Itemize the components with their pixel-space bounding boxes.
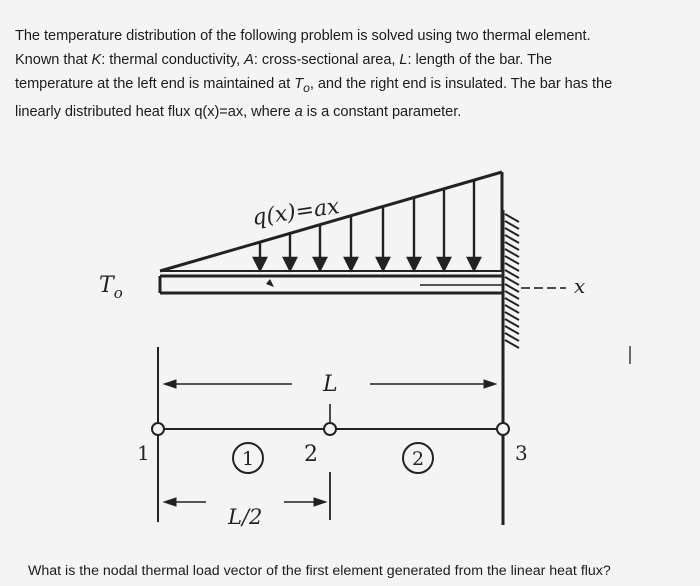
heat-flux-distribution xyxy=(160,172,502,271)
wall-hatch xyxy=(505,298,519,306)
wall-hatch xyxy=(505,291,519,299)
symbol-t: T xyxy=(294,76,304,92)
wall-hatch xyxy=(505,319,519,327)
finite-element-mesh xyxy=(152,404,509,435)
problem-text: Known that xyxy=(15,52,92,68)
symbol-a-area: A xyxy=(244,52,254,68)
load-arrowhead xyxy=(408,258,420,270)
element-2-label: 2 xyxy=(411,448,425,470)
problem-text: is a constant parameter. xyxy=(302,103,462,120)
symbol-a-param: a xyxy=(294,103,303,120)
left-temperature-subscript: o xyxy=(113,284,123,302)
node-2-marker xyxy=(324,423,336,435)
load-arrowhead xyxy=(468,258,480,270)
load-arrowhead xyxy=(438,258,450,270)
half-length-arrowhead-right xyxy=(314,498,326,506)
load-arrowhead xyxy=(377,258,389,270)
wall-hatch xyxy=(505,263,519,271)
wall-hatch xyxy=(505,270,519,278)
node-2-label: 2 xyxy=(304,442,318,467)
wall-hatch xyxy=(505,235,519,243)
problem-line-1 xyxy=(15,24,687,48)
heat-flux-label: q(x)=ax xyxy=(250,194,342,231)
problem-text: The temperature distribution of the following problem is solved using two thermal element. xyxy=(15,28,591,44)
symbol-k: K xyxy=(91,52,102,68)
half-length-label: L/2 xyxy=(228,505,263,529)
left-temperature-symbol: T xyxy=(99,273,114,298)
load-arrowhead xyxy=(284,258,296,270)
length-arrowhead-right xyxy=(484,380,496,388)
wall-hatch xyxy=(505,305,519,313)
wall-hatch xyxy=(505,312,519,320)
stray-mark-glyph: | xyxy=(0,0,1,1)
stray-arrow-mark xyxy=(266,279,274,287)
symbol-l: L xyxy=(399,52,408,68)
node-3-label: 3 xyxy=(515,441,528,465)
question-text: What is the nodal thermal load vector of the first element generated from the linear heat flux? xyxy=(28,563,611,579)
wall-hatch xyxy=(505,228,519,236)
problem-text: temperature at the left end is maintained at xyxy=(15,76,295,92)
node-1-marker xyxy=(152,423,164,435)
wall-hatch xyxy=(505,214,519,222)
wall-hatch xyxy=(505,284,519,292)
wall-hatch xyxy=(505,256,519,264)
wall-hatch xyxy=(505,340,519,348)
wall-hatch xyxy=(505,221,519,229)
half-length-arrowhead-left xyxy=(164,498,176,506)
problem-text: : thermal conductivity, xyxy=(101,52,245,68)
insulated-wall xyxy=(503,210,519,525)
node-3-marker xyxy=(497,423,509,435)
wall-hatch xyxy=(505,326,519,334)
wall-hatch xyxy=(505,277,519,285)
load-arrowhead xyxy=(254,258,266,270)
problem-text: : length of the bar. The xyxy=(407,52,553,68)
load-arrowhead xyxy=(314,258,326,270)
problem-line-3 xyxy=(15,72,687,100)
problem-statement xyxy=(15,24,687,124)
length-label: L xyxy=(323,372,338,397)
wall-hatch xyxy=(505,249,519,257)
problem-text: linearly distributed heat flux q(x)=ax, where xyxy=(15,103,295,120)
left-temperature-label xyxy=(99,273,123,302)
problem-text: : cross-sectional area, xyxy=(253,52,400,68)
bar xyxy=(160,276,504,293)
element-1-label: 1 xyxy=(241,448,255,470)
problem-text: , and the right end is insulated. The bar has the xyxy=(309,76,613,92)
wall-hatch xyxy=(505,333,519,341)
node-1-label: 1 xyxy=(137,441,150,465)
length-arrowhead-left xyxy=(164,380,176,388)
problem-line-4 xyxy=(15,100,687,124)
wall-hatch xyxy=(505,242,519,250)
problem-line-2 xyxy=(15,48,687,72)
x-axis-label: x xyxy=(574,274,586,298)
load-top-edge xyxy=(160,172,502,271)
symbol-t-subscript: o xyxy=(303,80,310,95)
load-arrowhead xyxy=(345,258,357,270)
